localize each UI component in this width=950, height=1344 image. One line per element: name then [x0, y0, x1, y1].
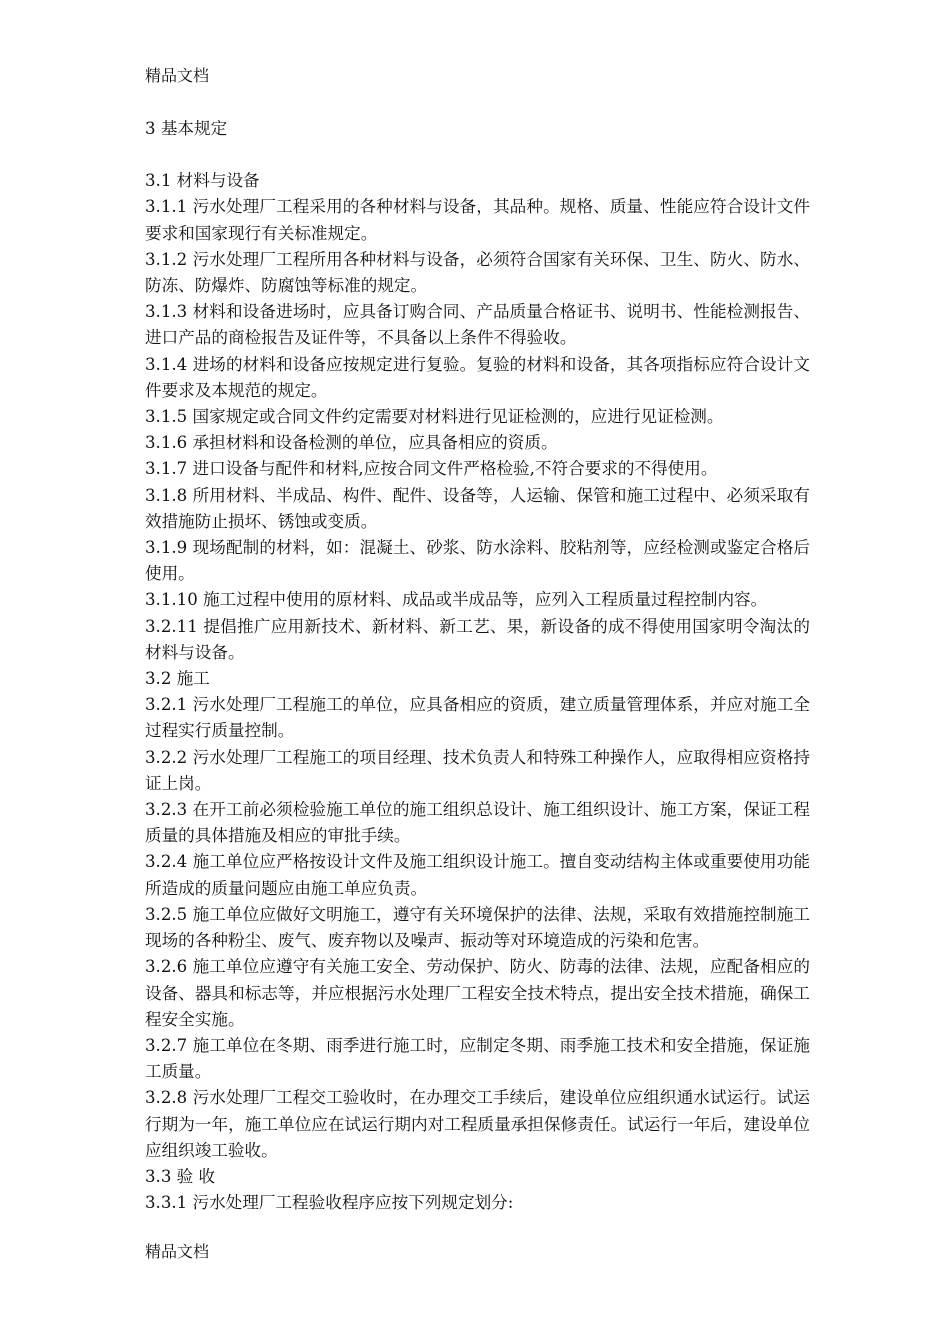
paragraph: 3.2.1 污水处理厂工程施工的单位，应具备相应的资质，建立质量管理体系，并应对施工全过程实行质量控制。	[145, 695, 810, 741]
paragraph: 3.2.8 污水处理厂工程交工验收时，在办理交工手续后，建设单位应组织通水试运行。试运行期为一年，施工单位应在试运行期内对工程质量承担保修责任。试运行一年后，建设单位应组织竣工验收。	[145, 1088, 810, 1160]
paragraph: 3.1.8 所用材料、半成品、构件、配件、设备等，人运输、保管和施工过程中、必须采取有效措施防止损坏、锈蚀或变质。	[145, 485, 810, 531]
document-body	[145, 116, 810, 1216]
paragraph: 3.2.2 污水处理厂工程施工的项目经理、技术负责人和特殊工种操作人，应取得相应资格持证上岗。	[145, 747, 810, 793]
paragraph: 3.2.3 在开工前必须检验施工单位的施工组织总设计、施工组织设计、施工方案，保证工程质量的具体措施及相应的审批手续。	[145, 800, 810, 846]
page-footer: 精品文档	[145, 1242, 210, 1261]
paragraph: 3.2.6 施工单位应遵守有关施工安全、劳动保护、防火、防毒的法律、法规，应配备相应的设备、器具和标志等，并应根据污水处理厂工程安全技术特点，提出安全技术措施，确保工程安全实施。	[145, 957, 810, 1029]
paragraph: 3.1.1 污水处理厂工程采用的各种材料与设备，其品种。规格、质量、性能应符合设计文件要求和国家现行有关标准规定。	[145, 197, 810, 243]
paragraph: 3.2.4 施工单位应严格按设计文件及施工组织设计施工。擅自变动结构主体或重要使用功能所造成的质量问题应由施工单应负责。	[145, 852, 810, 898]
paragraph: 3.3 验 收	[145, 1166, 216, 1186]
paragraph: 3.1.4 进场的材料和设备应按规定进行复验。复验的材料和设备，其各项指标应符合设计文件要求及本规范的规定。	[145, 354, 810, 400]
paragraph: 3.1.3 材料和设备进场时，应具备订购合同、产品质量合格证书、说明书、性能检测报告、进口产品的商检报告及证件等，不具备以上条件不得验收。	[145, 302, 810, 348]
section-title: 3 基本规定	[145, 119, 228, 138]
paragraph: 3.2 施工	[145, 669, 210, 689]
paragraph: 3.1.10 施工过程中使用的原材料、成品或半成品等，应列入工程质量过程控制内容。	[145, 590, 768, 610]
page-header: 精品文档	[145, 66, 210, 85]
paragraph: 3.1.9 现场配制的材料，如：混凝土、砂浆、防水涂料、胶粘剂等，应经检测或鉴定合格后使用。	[145, 538, 810, 584]
paragraph: 3.2.7 施工单位在冬期、雨季进行施工时，应制定冬期、雨季施工技术和安全措施，保证施工质量。	[145, 1035, 810, 1082]
paragraph: 3.1.6 承担材料和设备检测的单位，应具备相应的资质。	[145, 433, 558, 453]
paragraph: 3.1.7 进口设备与配件和材料,应按合同文件严格检验,不符合要求的不得使用。	[145, 459, 718, 479]
paragraph: 3.1.5 国家规定或合同文件约定需要对材料进行见证检测的，应进行见证检测。	[145, 407, 724, 427]
paragraph: 3.1.2 污水处理厂工程所用各种材料与设备，必须符合国家有关环保、卫生、防火、防水、防冻、防爆炸、防腐蚀等标准的规定。	[145, 249, 810, 296]
paragraph: 3.1 材料与设备	[145, 171, 260, 191]
paragraph: 3.3.1 污水处理厂工程验收程序应按下列规定划分:	[145, 1193, 514, 1213]
paragraph: 3.2.5 施工单位应做好文明施工，遵守有关环境保护的法律、法规，采取有效措施控制施工现场的各种粉尘、废气、废弃物以及噪声、振动等对环境造成的污染和危害。	[145, 904, 810, 951]
paragraph: 3.2.11 提倡推广应用新技术、新材料、新工艺、果，新设备的成不得使用国家明令淘汰的材料与设备。	[145, 616, 810, 662]
